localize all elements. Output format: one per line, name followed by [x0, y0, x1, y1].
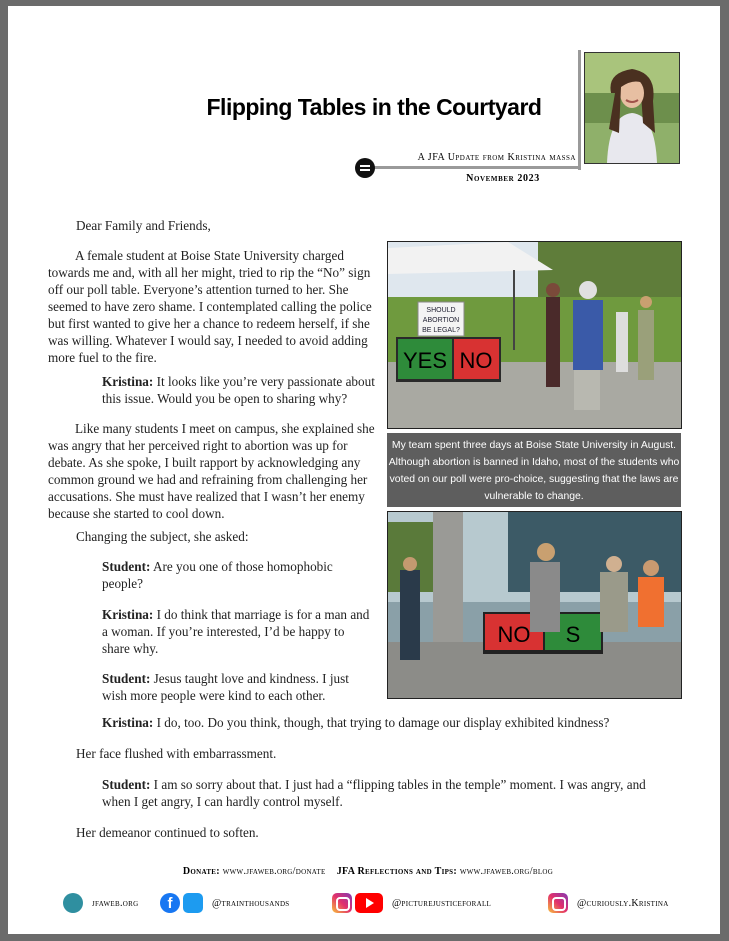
dialogue-text: Are you one of those homophobic people? — [102, 559, 333, 591]
issue-date: November 2023 — [466, 173, 540, 184]
dialogue-1 — [102, 373, 380, 407]
no-sign-text: NO — [497, 622, 531, 647]
instagram-icon — [548, 893, 568, 913]
dialogue-text: I am so sorry about that. I just had a “flipping tables in the temple” moment. I was angry, and when I get angry, I can hardly control myself. — [102, 777, 646, 809]
facebook-icon: f — [160, 893, 180, 913]
poll-sign-line-3: BE LEGAL? — [422, 327, 460, 334]
donate-label: Donate: — [182, 866, 220, 877]
website-label: jfaweb.org — [92, 897, 139, 909]
footer-facebook-twitter[interactable] — [160, 892, 290, 914]
speaker-label: Kristina: — [102, 607, 154, 622]
author-portrait — [584, 52, 680, 164]
dialogue-5 — [102, 714, 682, 731]
dialogue-text: Jesus taught love and kindness. I just wish more people were kind to each other. — [102, 671, 349, 703]
speaker-label: Student: — [102, 559, 151, 574]
poll-sign-line-1: SHOULD — [426, 307, 456, 314]
poll-table-photo — [387, 241, 682, 429]
reflections-label: JFA Reflections and Tips: — [336, 866, 458, 877]
dialogue-2 — [102, 558, 372, 592]
jfa-logo-icon — [355, 158, 375, 178]
speaker-label: Kristina: — [102, 374, 154, 389]
paragraph-3: Changing the subject, she asked: — [76, 529, 249, 544]
courtyard-photo — [387, 511, 682, 699]
speaker-label: Kristina: — [102, 715, 154, 730]
dialogue-text: I do think that marriage is for a man and a woman. If you’re interested, I’d be happy to share why. — [102, 607, 370, 656]
speaker-label: Student: — [102, 777, 151, 792]
instagram-icon — [332, 893, 352, 913]
header-vertical-rule — [578, 50, 581, 170]
curiously-kristina-handle: @curiously.Kristina — [577, 897, 669, 909]
dialogue-text: It looks like you’re very passionate about this issue. Would you be open to sharing why? — [102, 374, 375, 406]
newsletter-page — [8, 6, 720, 934]
paragraph-5: Her demeanor continued to soften. — [76, 825, 259, 840]
photo-caption: My team spent three days at Boise State University in August. Although abortion is banned in Idaho, most of the students who voted on our poll were pro-choice, suggesting that the laws are vulnerable to change. — [387, 433, 681, 507]
footer-instagram-youtube[interactable] — [332, 892, 491, 914]
footer-links — [108, 866, 628, 877]
page-title: Flipping Tables in the Courtyard — [206, 94, 542, 120]
donate-link[interactable]: www.jfaweb.org/donate — [222, 866, 326, 877]
blog-link[interactable]: www.jfaweb.org/blog — [459, 866, 554, 877]
subtitle: A JFA Update from Kristina massa — [417, 152, 576, 163]
yes-sign-text: YES — [402, 348, 448, 373]
paragraph-2: Like many students I meet on campus, she explained she was angry that her perceived right to abortion was up for debate. As she spoke, I built rapport by acknowledging any common ground we had and refraining from challenging her accusations. She must have realized that I wasn’t her enemy because she started to cool down. — [48, 421, 375, 521]
twitter-icon — [183, 893, 203, 913]
picturejusticeforall-handle: @picturejusticeforall — [392, 897, 492, 909]
paragraph-1: A female student at Boise State University charged towards me and, with all her might, tried to rip the “No” sign off our poll table. Everyone’s attention turned to her. She seemed to have zero shame. I contemplated calling the police but first wanted to give her a chance to redeem herself, if she was willing. Whatever I would say, I needed to avoid adding more fuel to the fire. — [48, 248, 372, 365]
salutation: Dear Family and Friends, — [76, 218, 211, 233]
header-horizontal-rule — [368, 166, 580, 169]
dialogue-text: I do, too. Do you think, though, that trying to damage our display exhibited kindness? — [153, 715, 610, 730]
s-sign-text: S — [565, 622, 581, 647]
footer-instagram-personal[interactable] — [548, 892, 669, 914]
trainthousands-handle: @trainthousands — [212, 897, 290, 909]
globe-icon — [63, 893, 83, 913]
dialogue-6 — [102, 776, 672, 810]
speaker-label: Student: — [102, 671, 151, 686]
youtube-icon — [355, 893, 383, 913]
paragraph-4: Her face flushed with embarrassment. — [76, 746, 277, 761]
dialogue-4 — [102, 670, 372, 704]
dialogue-3 — [102, 606, 372, 657]
no-sign-text: NO — [459, 348, 493, 373]
footer-website[interactable] — [63, 892, 138, 914]
poll-sign-line-2: ABORTION — [422, 317, 460, 324]
